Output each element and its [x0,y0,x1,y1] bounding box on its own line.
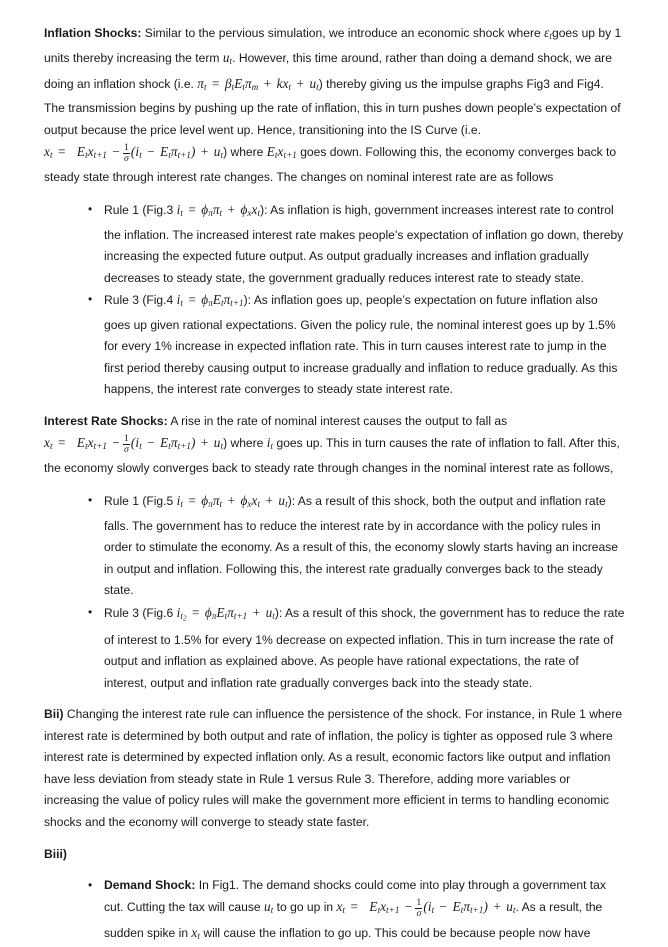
math-phillips-curve: $\pi_t = \beta_tE_t\pi_m + kx_t + u_t$ [197,75,319,92]
interest-rate-shocks-heading: Interest Rate Shocks: [44,413,168,428]
demand-shock-lead: Demand Shock: [104,877,196,892]
interest-rate-shocks-text-2: ) where [223,436,267,451]
demand-shock-text-3: . As a result, the sudden spike in [104,900,603,940]
math-rule1-fig5: $i_t = \phi_\pi\pi_t + \phi_xx_t + u_t$ [176,493,288,510]
math-rule3-fig6: $i_{t_2} = \phi_\pi E_t\pi_{t+1} + u_t$ [176,604,275,623]
interest-rate-shocks-text-3: goes up. This in turn causes the rate of inflation to fall. After this, the economy slowly converges back to steady rate through changes in the nominal interest rate as follows, [44,436,620,475]
bii-heading: Bii) [44,707,64,722]
inflation-shocks-text-4: ) thereby giving us the impulse graphs Fig3 and Fig4. The transmission begins by pushing up the rate of inflation, this in turn pushes down people’s expectation of output because the price level went up. Hence, transitioning into the IS Curve (i.e. [44,76,621,137]
demand-shock-text-2: to go up in [273,900,337,915]
math-rule1-fig3: $i_t = \phi_\pi\pi_t + \phi_xx_t$ [176,202,261,219]
paragraph-bii [44,704,625,833]
math-x-t: $x_t$ [191,924,200,941]
list-item [44,289,625,400]
list-item [44,875,625,947]
math-i-t: $i_t$ [266,435,274,452]
inflation-shocks-text-3: . However, this time around, rather than doing a demand shock, we are doing an inflation shock (i.e. [44,51,612,91]
paragraph-inflation-shocks [44,22,625,188]
math-rule3-fig4: $i_t = \phi_\pi E_t\pi_{t+1}$ [176,292,244,309]
list-item [44,199,625,289]
interest-rate-shocks-text-1: A rise in the rate of nominal interest causes the output to fall as [167,413,508,428]
bullet-rule1-prefix: Rule 1 (Fig.3 [104,203,177,218]
bullet-rule3-fig6-prefix: Rule 3 (Fig.6 [104,605,177,620]
bullet-rule1-text: ): As inflation is high, government increases interest rate to control the inflation. The increased interest rate makes people’s expectation of inflation go down, thereby increasing the expected future output. As output gradually increases and inflation gradually decreases to steady state, the government gradually reduces interest rate to steady state. [104,203,624,285]
paragraph-biii-heading [44,844,625,866]
bii-text: Changing the interest rate rule can influence the persistence of the shock. For instance, in Rule 1 where interest rate is determined by both output and rate of inflation, the policy is tighter as opposed rule 3 where interest rate is determined by expected inflation only. As a result, economic factors like output and inflation have less deviation from steady state in Rule 1 versus Rule 3. Therefore, adding more variables or increasing the value of policy rules will make the government more efficient in terms to handling economic shocks and the economy will converge to steady state faster. [44,707,623,829]
math-u-t-2: $u_t$ [263,899,274,916]
math-is-curve-2: $x_t = E_tx_{t+1}$ − $\frac{1}{\sigma}$ $(i_t - E_t\pi_{t+1}) + u_t$ [44,432,224,455]
demand-shock-text-4: will cause the inflation to go up. This could be because people now have [199,925,591,940]
bullet-rule1-fig5-text: ): As a result of this shock, both the output and inflation rate falls. The government has to reduce the interest rate by in accordance with the policy rules in order to stimulate the economy. As a result of this, the economy slowly starts having an increase in output and inflation. Following this, the interest rate gradually converges back to the steady state. [104,494,619,598]
math-u-t: $u_t$ [222,50,233,67]
inflation-shocks-bullet-list [44,199,625,400]
list-item [44,490,625,601]
math-is-curve-3: $x_t = E_tx_{t+1}$ − $\frac{1}{\sigma}$ $(i_t - E_t\pi_{t+1}) + u_t$ [336,896,516,919]
math-epsilon-t: $\varepsilon_t$ [544,25,552,41]
bullet-rule3-fig6-text: ): As a result of this shock, the government has to reduce the rate of interest to 1.5% for every 1% decrease on expected inflation. This in turn increase the rate of output and inflation as explained above. As people have rational expectations, the rate of interest, output and inflation rate gradually converges back into the steady state. [104,605,625,690]
demand-shock-text-1: In Fig1. The demand shocks could come into play through a government tax cut. Cutting the tax will cause [104,877,606,915]
bullet-rule3-prefix: Rule 3 (Fig.4 [104,293,177,308]
biii-bullet-list [44,875,625,947]
list-item [44,602,625,695]
bullet-rule1-fig5-prefix: Rule 1 (Fig.5 [104,494,177,509]
biii-heading: Biii) [44,847,67,862]
inflation-shocks-text-5: ) where [223,145,267,160]
interest-rate-shocks-bullet-list [44,490,625,694]
inflation-shocks-text-6: goes down. Following this, the economy converges back to steady state through interest rate changes. The changes on nominal interest rate are as follows [44,145,617,184]
inflation-shocks-text-1: Similar to the pervious simulation, we introduce an economic shock where [141,26,545,40]
math-expected-output: $E_tx_{t+1}$ [266,144,297,161]
math-is-curve-1: $x_t = E_tx_{t+1}$ − $\frac{1}{\sigma}$ $(i_t - E_t\pi_{t+1}) + u_t$ [44,141,224,164]
inflation-shocks-heading: Inflation Shocks: [44,26,142,40]
inflation-shocks-text-2: goes up by 1 units thereby increasing the term [44,26,622,66]
paragraph-interest-rate-shocks [44,411,625,479]
bullet-rule3-text: ): As inflation goes up, people’s expectation on future inflation also goes up given rational expectations. Given the policy rule, the nominal interest goes up by 1.5% for every 1% increase in expected inflation rate. This in turn causes interest rate to jump in the first period thereby causing output to increase gradually and inflation to reduce gradually. As this happens, the interest rate converges to steady state interest rate. [104,293,618,397]
